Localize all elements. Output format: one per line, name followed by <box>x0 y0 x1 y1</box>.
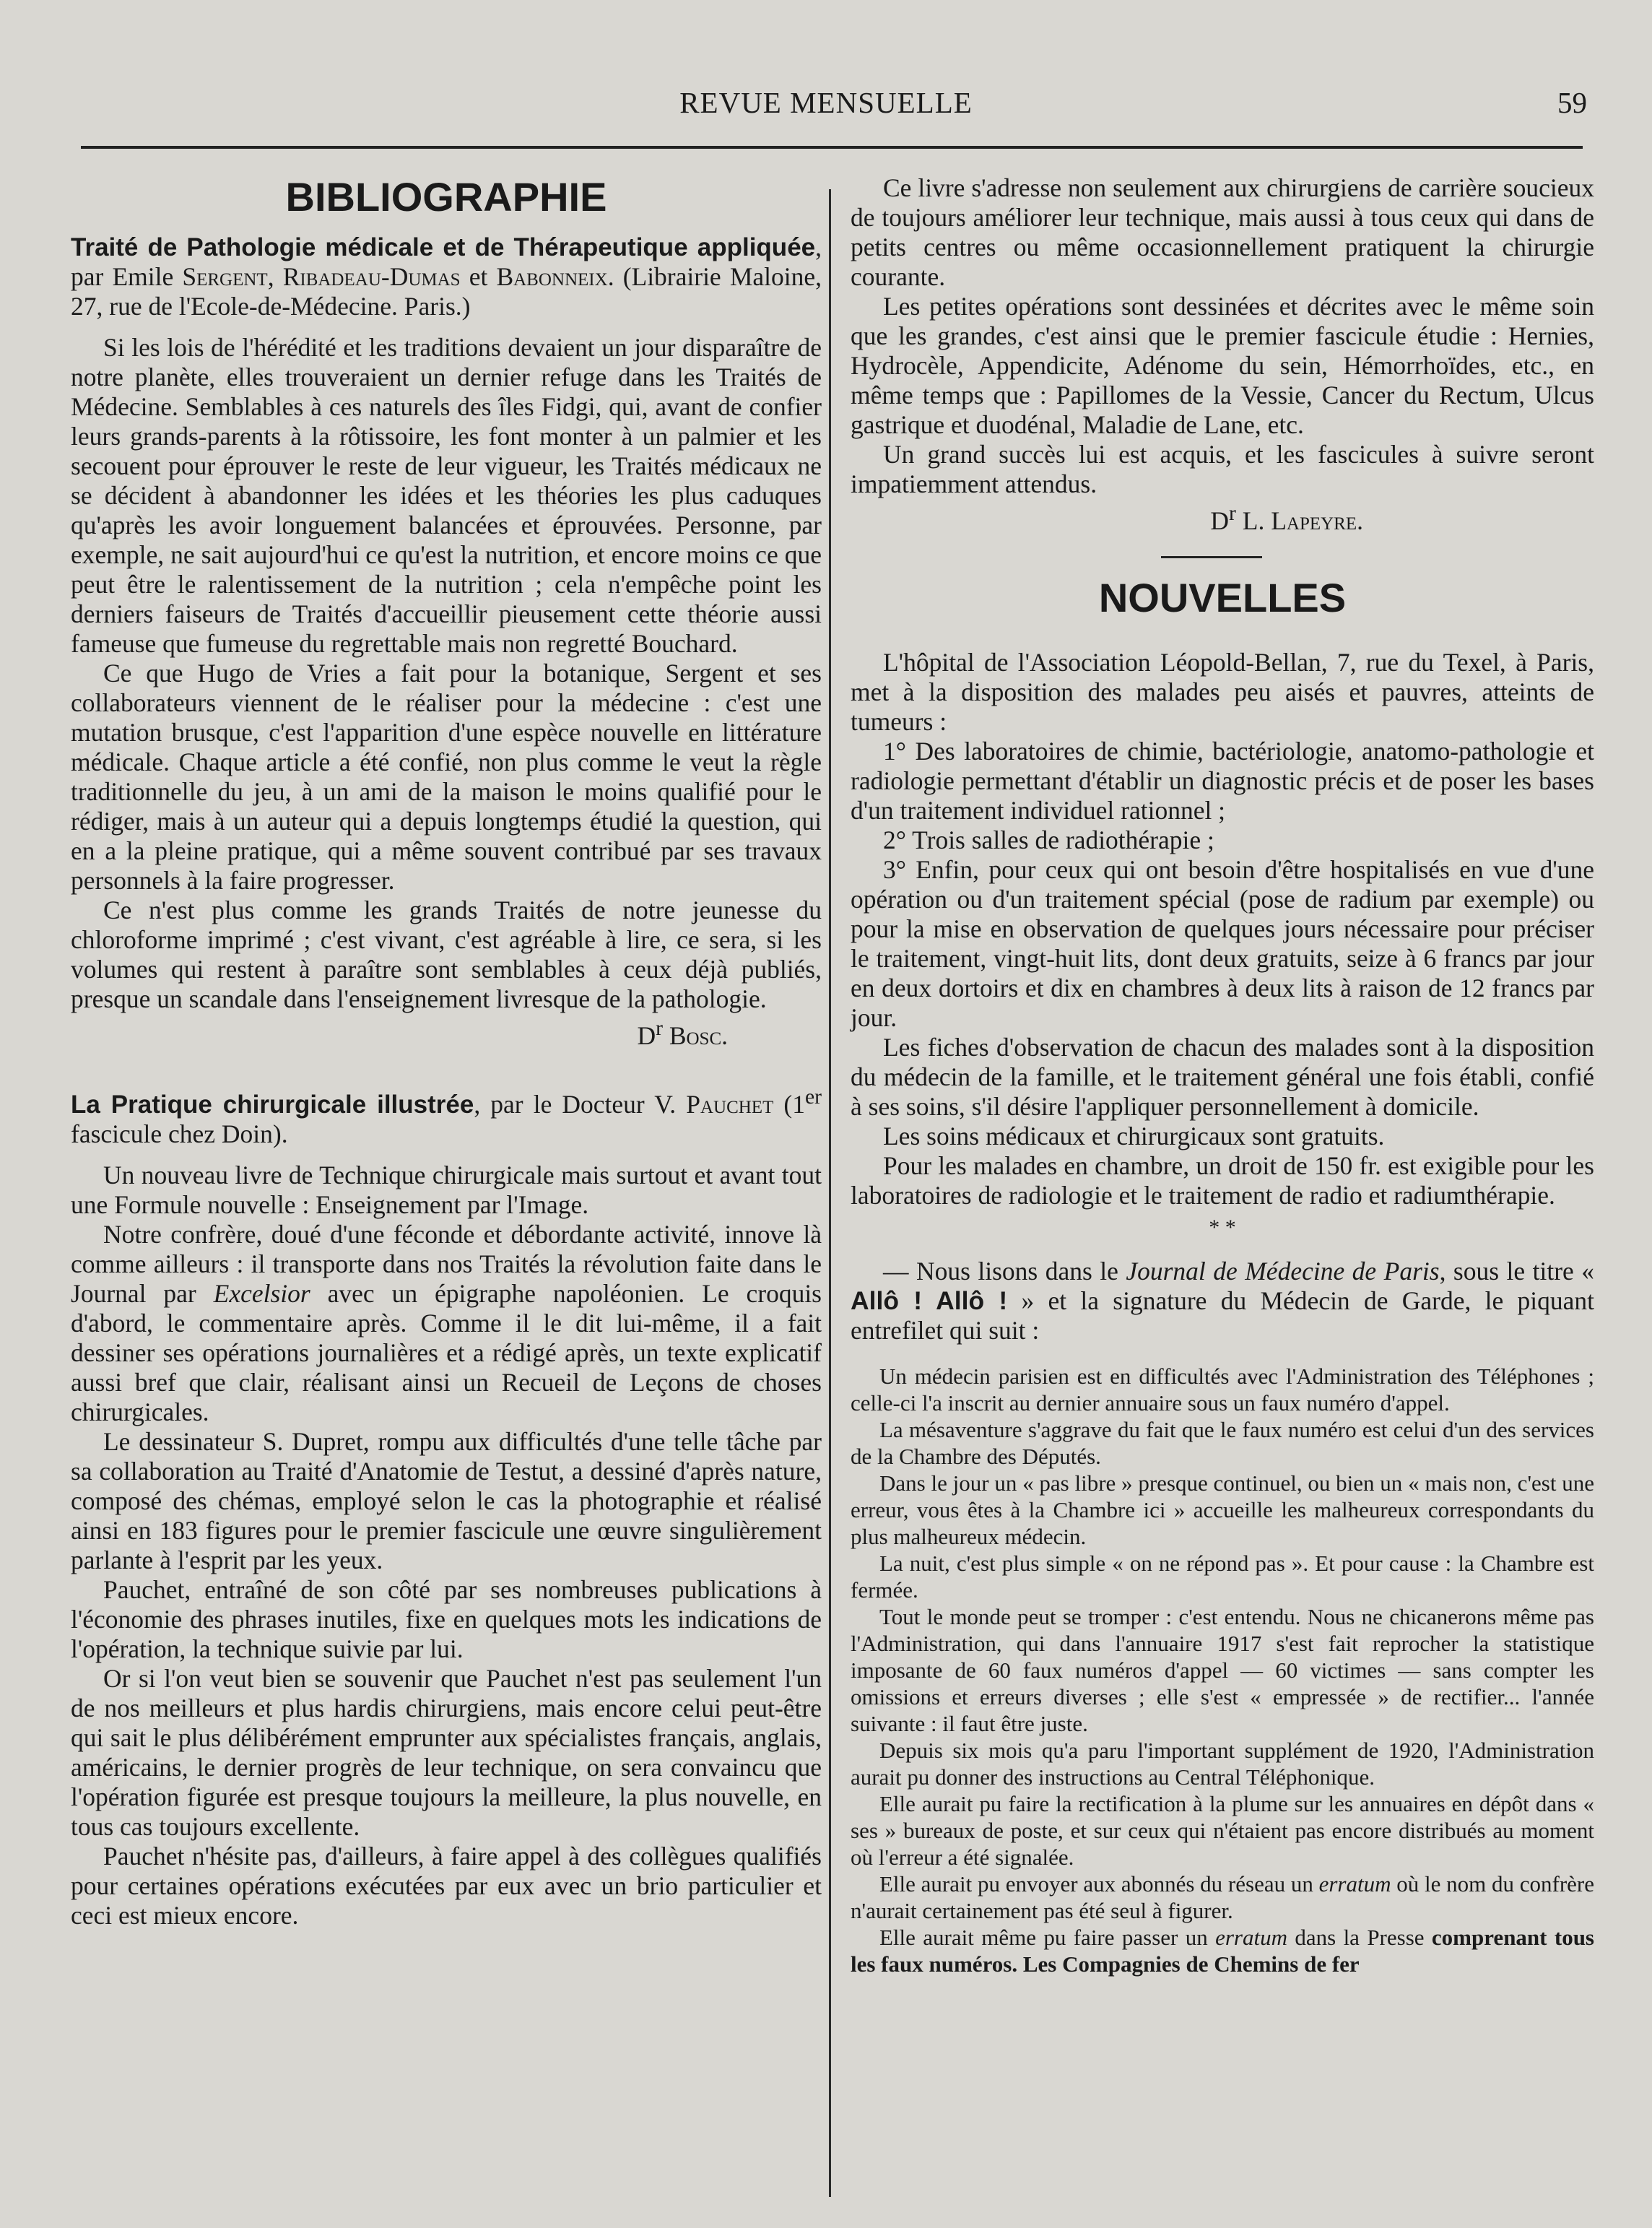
quote-paragraph: La mésaventure s'aggrave du fait que le faux numéro est celui d'un des services de la Chambre des Députés. <box>851 1416 1594 1469</box>
quote-paragraph: Un médecin parisien est en difficultés avec l'Administration des Téléphones ; celle-ci l'a inscrit au dernier annuaire sous un faux numéro d'appel. <box>851 1363 1594 1416</box>
review2-paragraph: Un nouveau livre de Technique chirurgicale mais surtout et avant tout une Formule nouvelle : Enseignement par l'Image. <box>71 1160 822 1219</box>
review1-author1: Sergent <box>182 262 268 291</box>
review2-author: Pauchet <box>686 1089 774 1119</box>
text-run: dans la Presse <box>1287 1924 1432 1950</box>
right-column <box>851 173 1594 1977</box>
review1-paragraph: Si les lois de l'hérédité et les traditions devaient un jour disparaître de notre planète, elles trouveraient un dernier refuge dans les Traités de Médecine. Semblables à ces naturels des îles Fidgi, qui, avant de confier leurs grands-parents à la rôtissoire, les font monter à un palmier et les secouent pour éprouver le reste de leur vigueur, les Traités médicaux ne se décident à abandonner les idées et les théories les plus caduques qu'après les avoir longuement balancées et éprouvées. Personne, par exemple, ne sait aujourd'hui ce qu'est la nutrition, et encore moins ce que peut être le ralentissement de la nutrition ; cela n'empêche point les derniers faiseurs de Traités d'accueillir pieusement cette théorie aussi fameuse que fumeuse du regrettable mais non regretté Bouchard. <box>71 333 822 658</box>
quote-paragraph: Elle aurait pu faire la rectification à la plume sur les annuaires en dépôt dans « ses » bureaux de poste, et sur ceux qui n'étaient pas encore distribués au moment où l'erreur a été signalée. <box>851 1790 1594 1870</box>
column-divider <box>829 189 831 2197</box>
running-header <box>0 85 1652 129</box>
text-run: » et la signature du Médecin de Garde, le piquant entrefilet qui suit : <box>851 1286 1594 1345</box>
news-paragraph: 3° Enfin, pour ceux qui ont besoin d'être hospitalisés en vue d'une opération ou d'un traitement spécial (pose de radium par exemple) ou pour la mise en observation de quelques jours nécessaire pour préciser le traitement, vingt-huit lits, dont deux gratuits, seize à 6 francs par jour en deux dortoirs et dix en chambres à deux lits à raison de 12 francs par jour. <box>851 854 1594 1032</box>
quote-intro <box>851 1257 1594 1345</box>
review2-title: La Pratique chirurgicale illustrée <box>71 1090 474 1119</box>
review2-paragraph: Pauchet, entraîné de son côté par ses nombreuses publications à l'économie des phrases inutiles, fixe en quelques mots les indications de l'opération, la technique suivie par lui. <box>71 1574 822 1663</box>
text-run: Elle aurait pu envoyer aux abonnés du réseau un <box>879 1871 1319 1897</box>
news-paragraph: L'hôpital de l'Association Léopold-Bellan, 7, rue du Texel, à Paris, met à la disposition des malades peu aisés et pauvres, atteints de tumeurs : <box>851 647 1594 736</box>
short-rule <box>1161 556 1262 558</box>
sig-sup: r <box>656 1017 663 1040</box>
text-run: — Nous lisons dans le <box>883 1256 1126 1286</box>
text-run: où le nom du confrère n'aurait certainement pas été seul à figurer. <box>851 1871 1594 1923</box>
section-separator-stars: * * <box>1209 1215 1236 1239</box>
news-paragraph: 1° Des laboratoires de chimie, bactériologie, anatomo-pathologie et radiologie permettant d'établir un diagnostic précis et de poser les bases d'un traitement individuel rationnel ; <box>851 736 1594 825</box>
sig-initial: L. <box>1235 506 1271 535</box>
review2-note-open: (1 <box>773 1089 806 1119</box>
italic-run: Journal de Médecine de Paris <box>1126 1256 1440 1286</box>
italic-run: erratum <box>1318 1871 1391 1897</box>
italic-run: erratum <box>1215 1924 1287 1950</box>
review2-note-rest: fascicule chez Doin). <box>71 1119 288 1148</box>
page-number: 59 <box>1557 86 1587 119</box>
sig-prefix: D <box>637 1020 656 1050</box>
news-paragraph: Les fiches d'observation de chacun des malades sont à la disposition du médecin de la famille, et le traitement général une fois établi, confié à ses soins, s'il désire l'appliquer personnellement à domicile. <box>851 1032 1594 1121</box>
review2-continued-paragraph: Les petites opérations sont dessinées et décrites avec le même soin que les grandes, c'est ainsi que le premier fascicule étudie : Hernies, Hydrocèle, Appendicite, Adénome du sein, Hémorrhoïdes, etc., en même temps que : Papillomes de la Vessie, Cancer du Rectum, Ulcus gastrique et duodénal, Maladie de Lane, etc. <box>851 292 1594 439</box>
left-column <box>71 173 822 1930</box>
review2-continued-paragraph: Ce livre s'adresse non seulement aux chirurgiens de carrière soucieux de toujours améliorer leur technique, mais aussi à tous ceux qui dans de petits centres ou même occasionnellement pratiquent la chirurgie courante. <box>851 173 1594 291</box>
review2-reference <box>71 1083 822 1149</box>
quote-paragraph: La nuit, c'est plus simple « on ne répond pas ». Et pour cause : la Chambre est fermée. <box>851 1550 1594 1603</box>
quote-paragraph <box>851 1871 1594 1924</box>
journal-title: REVUE MENSUELLE <box>679 86 973 119</box>
text-run: , sous le titre « <box>1439 1256 1595 1286</box>
review2-note-sup: er <box>805 1085 822 1109</box>
review2-continued-paragraph: Un grand succès lui est acquis, et les fascicules à suivre seront impatiemment attendus. <box>851 440 1594 498</box>
review1-paragraph: Ce n'est plus comme les grands Traités de notre jeunesse du chloroforme imprimé ; c'est vivant, c'est agréable à lire, ce sera, si les volumes qui restent à paraître sont semblables à ceux déjà publiés, presque un scandale dans l'enseignement livresque de la pathologie. <box>71 896 822 1013</box>
review2-paragraph: Le dessinateur S. Dupret, rompu aux difficultés d'une telle tâche par sa collaboration au Traité d'Anatomie de Testut, a dessiné d'après nature, composé des chémas, employé selon le cas la photographie et réalisé ainsi en 183 figures pour le premier fascicule une œuvre singulièrement parlante à l'esprit par les yeux. <box>71 1426 822 1574</box>
bold-run: Allô ! Allô ! <box>851 1286 1008 1315</box>
review1-publisher: . (Librairie Maloine, 27, rue de l'Ecole-de-Médecine. Paris.) <box>71 262 822 321</box>
review1-by: , par Emile <box>71 233 822 291</box>
review2-paragraph <box>71 1220 822 1427</box>
sig-sup: r <box>1229 502 1236 525</box>
review1-sep1: , <box>267 262 283 291</box>
sig-name: Bosc. <box>662 1020 728 1050</box>
section-title-bibliographie: BIBLIOGRAPHIE <box>285 174 607 220</box>
review2-signature <box>851 499 1594 536</box>
review1-reference <box>71 233 822 321</box>
review1-title: Traité de Pathologie médicale et de Thérapeutique appliquée <box>71 233 816 261</box>
text-run: Elle aurait même pu faire passer un <box>879 1924 1216 1950</box>
quoted-article <box>851 1363 1594 1977</box>
review2-paragraph: Or si l'on veut bien se souvenir que Pauchet n'est pas seulement l'un de nos meilleurs et plus hardis chirurgiens, mais encore celui peut-être qui sait le plus délibérément emprunter aux spécialistes français, anglais, américains, le dernier progrès de leur technique, on sera convaincu que l'opération figurée est presque toujours la meilleure, la plus nouvelle, en tous cas toujours excellente. <box>71 1663 822 1841</box>
text-run: Notre confrère, doué d'une féconde et débordante activité, innove là comme ailleurs : il transporte dans nos Traités la révolution faite dans le Journal par <box>71 1219 822 1308</box>
review1-paragraph: Ce que Hugo de Vries a fait pour la botanique, Sergent et ses collaborateurs viennent de le réaliser pour la médecine : c'est une mutation brusque, c'est l'apparition d'une espèce nouvelle en littérature médicale. Chaque article a été confié, non plus comme le veut la règle traditionnelle du jeu, à un ami de la maison le moins qualifié pour le rédiger, mais à un auteur qui a depuis longtemps étudié la question, qui en a la pleine pratique, qui a même souvent contribué par ses travaux personnels à la faire progresser. <box>71 659 822 895</box>
section-title-nouvelles: NOUVELLES <box>1098 574 1347 620</box>
bold-run: comprenant tous les faux numéros. Les Compagnies de Chemins de fer <box>851 1924 1594 1977</box>
review1-sep2: et <box>460 262 497 291</box>
news-paragraph: Pour les malades en chambre, un droit de 150 fr. est exigible pour les laboratoires de radiologie et le traitement de radio et radiumthérapie. <box>851 1150 1594 1210</box>
text-run: avec un épigraphe napoléonien. Le croquis d'abord, le commentaire après. Comme il le dit lui-même, il a fait dessiner ses opérations journalières et a rédigé après, un texte explicatif aussi bref que clair, réalisant ainsi un Recueil de Leçons de choses chirurgicales. <box>71 1278 822 1426</box>
review1-author2: Ribadeau-Dumas <box>282 262 461 291</box>
review1-author3: Babonneix <box>496 262 608 291</box>
review1-signature <box>71 1014 822 1051</box>
news-paragraph: Les soins médicaux et chirurgicaux sont gratuits. <box>883 1121 1385 1150</box>
quote-paragraph: Dans le jour un « pas libre » presque continuel, ou bien un « mais non, c'est une erreur, vous êtes à la Chambre ici » accueille les malheureux correspondants du plus malheureux médecin. <box>851 1470 1594 1549</box>
news-paragraph: 2° Trois salles de radiothérapie ; <box>883 825 1214 854</box>
quote-paragraph <box>851 1924 1594 1977</box>
review2-by: , par le Docteur V. <box>474 1089 687 1119</box>
quote-paragraph: Tout le monde peut se tromper : c'est entendu. Nous ne chicanerons même pas l'Administration, qui dans l'annuaire 1917 s'est fait reprocher la statistique imposante de 60 faux numéros d'appel — 60 victimes — sans compter les omissions et erreurs diverses ; elle s'est « empressée » de rectifier... l'année suivante : il faut être juste. <box>851 1603 1594 1736</box>
sig-name: Lapeyre. <box>1271 506 1363 535</box>
review2-paragraph: Pauchet n'hésite pas, d'ailleurs, à faire appel à des collègues qualifiés pour certaines opérations exécutées par eux avec un brio particulier et ceci est mieux encore. <box>71 1841 822 1930</box>
sig-prefix: D <box>1210 506 1230 535</box>
header-rule <box>81 146 1583 149</box>
italic-run: Excelsior <box>213 1278 310 1308</box>
quote-paragraph: Depuis six mois qu'a paru l'important supplément de 1920, l'Administration aurait pu donner des instructions au Central Téléphonique. <box>851 1737 1594 1790</box>
